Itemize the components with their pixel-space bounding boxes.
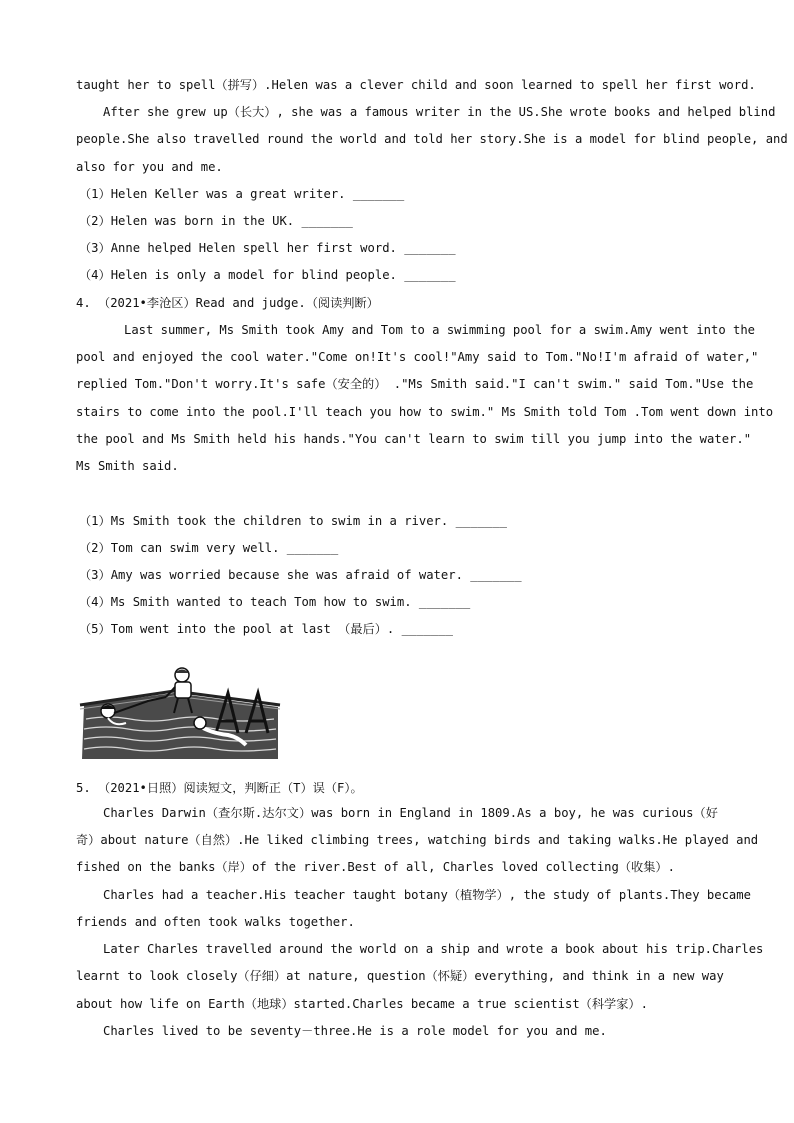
passage-line: friends and often took walks together. xyxy=(76,915,355,929)
question-item: （5）Tom went into the pool at last （最后）. _______ xyxy=(79,622,453,636)
passage-line: pool and enjoyed the cool water."Come on!It's cool!"Amy said to Tom."No!I'm afraid of water," xyxy=(76,350,759,364)
passage-line: Charles lived to be seventy－three.He is a role model for you and me. xyxy=(103,1024,607,1038)
passage-line: stairs to come into the pool.I'll teach you how to swim." Ms Smith told Tom .Tom went down into xyxy=(76,405,774,419)
section-heading: 5. （2021•日照）阅读短文，判断正（T）误（F）。 xyxy=(76,781,363,795)
question-item: （4）Ms Smith wanted to teach Tom how to swim. _______ xyxy=(79,595,471,609)
passage-line: Later Charles travelled around the world on a ship and wrote a book about his trip.Charles xyxy=(103,942,764,956)
passage-line: people.She also travelled round the world and told her story.She is a model for blind people, and xyxy=(76,132,788,146)
passage-line: After she grew up（长大）, she was a famous writer in the US.She wrote books and helped blind xyxy=(103,105,776,119)
passage-line: replied Tom."Don't worry.It's safe（安全的） ."Ms Smith said."I can't swim." said Tom."Use the xyxy=(76,377,754,391)
passage-line: fished on the banks（岸）of the river.Best of all, Charles loved collecting（收集）. xyxy=(76,860,675,874)
question-item: （2）Helen was born in the UK. _______ xyxy=(79,214,353,228)
question-item: （4）Helen is only a model for blind people. _______ xyxy=(79,268,456,282)
passage-line: Charles had a teacher.His teacher taught botany（植物学）, the study of plants.They became xyxy=(103,888,751,902)
passage-line: the pool and Ms Smith held his hands."You can't learn to swim till you jump into the water." xyxy=(76,432,752,446)
question-item: （3）Amy was worried because she was afraid of water. _______ xyxy=(79,568,522,582)
question-item: （1）Ms Smith took the children to swim in a river. _______ xyxy=(79,514,507,528)
question-item: （3）Anne helped Helen spell her first word. _______ xyxy=(79,241,456,255)
passage-line: Ms Smith said. xyxy=(76,459,179,473)
passage-line: 奇）about nature（自然）.He liked climbing trees, watching birds and taking walks.He played and xyxy=(76,833,759,847)
passage-line: taught her to spell（拼写）.Helen was a clever child and soon learned to spell her first word. xyxy=(76,78,756,92)
question-item: （1）Helen Keller was a great writer. _______ xyxy=(79,187,405,201)
passage-line: learnt to look closely（仔细）at nature, question（怀疑）everything, and think in a new way xyxy=(76,969,724,983)
section-heading: 4. （2021•李沧区）Read and judge.（阅读判断） xyxy=(76,296,379,310)
passage-line: about how life on Earth（地球）started.Charles became a true scientist（科学家）. xyxy=(76,997,648,1011)
question-item: （2）Tom can swim very well. _______ xyxy=(79,541,339,555)
passage-line: Charles Darwin（查尔斯.达尔文）was born in England in 1809.As a boy, he was curious（好 xyxy=(103,806,718,820)
passage-line: also for you and me. xyxy=(76,160,223,174)
passage-line: Last summer, Ms Smith took Amy and Tom to a swimming pool for a swim.Amy went into the xyxy=(124,323,756,337)
swimming-pool-illustration xyxy=(78,663,282,763)
